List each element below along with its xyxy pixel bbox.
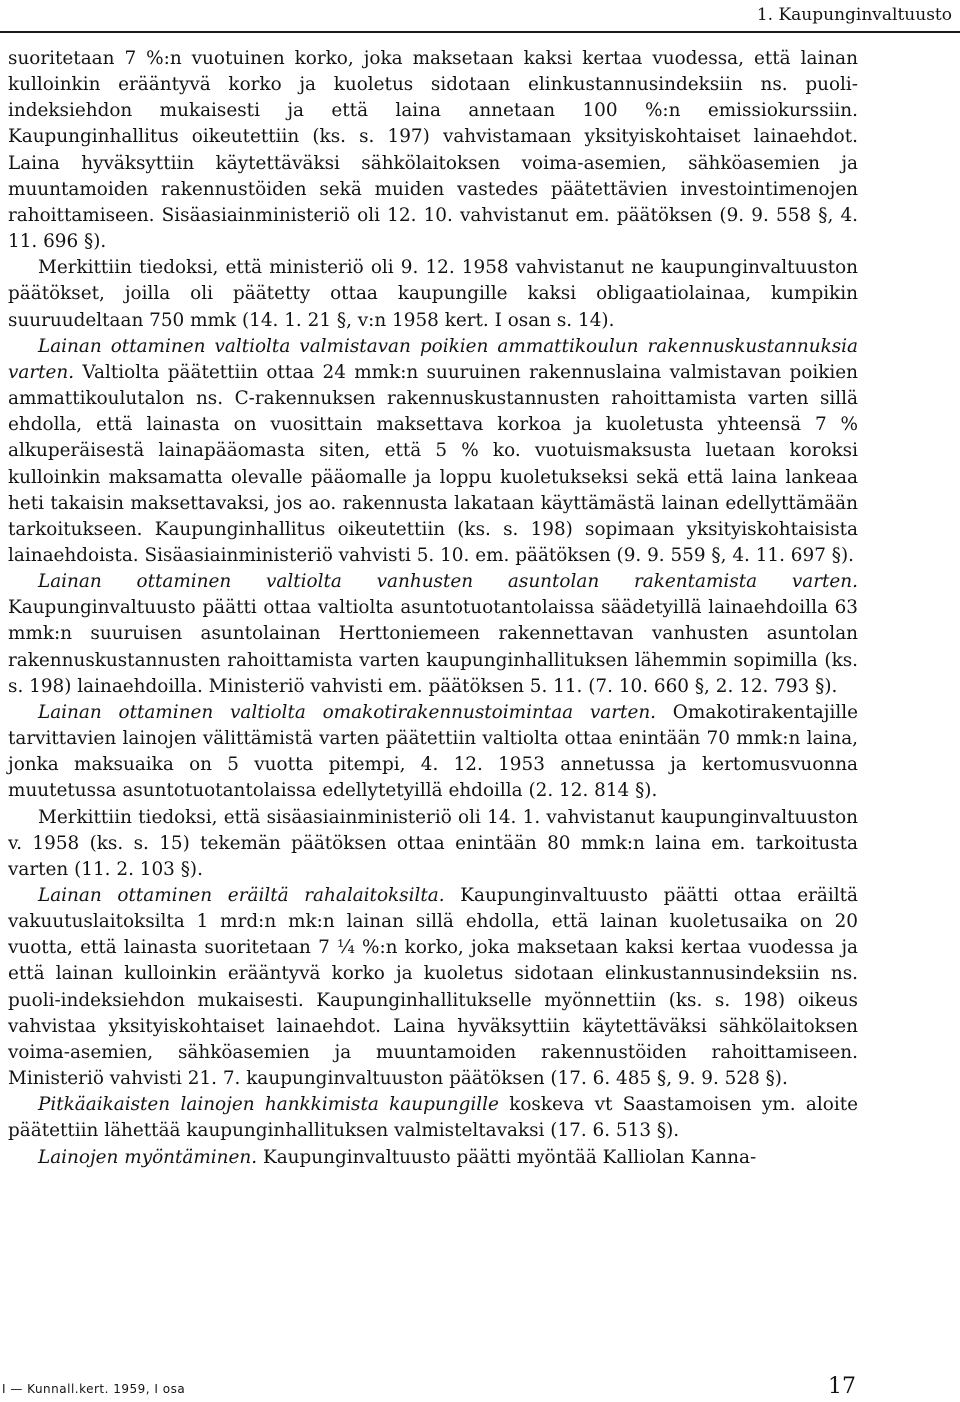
- paragraph-heading: Lainan ottaminen valtiolta valmistavan poikien ammattikoulun rakennuskustannuksia varten.: [8, 335, 858, 383]
- paragraph-heading: Lainan ottaminen valtiolta omakotirakennustoimintaa varten.: [38, 701, 657, 723]
- paragraph-heading: Pitkäaikaisten lainojen hankkimista kaupungille: [38, 1094, 499, 1116]
- paragraph-text: Omakotirakentajille tarvittavien lainojen välittämistä varten päätettiin valtiolta ottaa enintään 70 mmk:n laina, jonka maksuaika on 5 vuotta pitempi, 4. 12. 1953 annetussa ja kertomusvuonna muutetussa asuntotuotantolaissa edellytetyillä ehdoilla (2. 12. 814 §).: [8, 701, 858, 802]
- paragraph-text: koskeva vt Saastamoisen ym. aloite päätettiin lähettää kaupunginhallituksen valmisteltavaksi (17. 6. 513 §).: [8, 1094, 858, 1142]
- paragraph: [8, 700, 858, 805]
- running-title: 1. Kaupunginvaltuusto: [756, 5, 952, 25]
- paragraph: [8, 255, 858, 333]
- paragraph: [8, 883, 858, 1092]
- paragraph-text: Kaupunginvaltuusto päätti myöntää Kalliolan Kanna-: [262, 1146, 757, 1168]
- paragraph: [8, 1145, 858, 1171]
- paragraph-text: Kaupunginvaltuusto päätti ottaa valtiolta asuntotuotantolaissa säädetyillä lainaehdoilla 63 mmk:n suuruisen asuntolainan Herttoniemeen rakennettavan vanhusten asuntolan rakennuskustannusten rahoittamista varten kaupunginhallituksen lähemmin sopimilla (ks. s. 198) lainaehdoilla. Ministeriö vahvisti em. päätöksen 5. 11. (7. 10. 660 §, 2. 12. 793 §).: [8, 597, 858, 697]
- paragraph: [8, 805, 858, 883]
- paragraph-heading: Lainojen myöntäminen.: [38, 1146, 258, 1168]
- paragraph: [8, 1092, 858, 1144]
- header-rule: [0, 31, 960, 33]
- paragraph-text: suoritetaan 7 %:n vuotuinen korko, joka maksetaan kaksi kertaa vuodessa, että lainan kulloinkin erääntyvä korko ja kuoletus sidotaan elinkustannusindeksiin ns. puoli-indeksiehdon mukaisesti ja että laina annetaan 100 %:n emissiokurssiin. Kaupunginhallitus oikeutettiin (ks. s. 197) vahvistamaan yksityiskohtaiset lainaehdot. Laina hyväksyttiin käytettäväksi sähkölaitoksen voima-asemien, sähköasemien ja muuntamoiden rakennustöiden sekä muiden vastedes päätettävien investointimenojen rahoittamiseen. Sisäasiainministeriö oli 12. 10. vahvistanut em. päätöksen (9. 9. 558 §, 4. 11. 696 §).: [8, 48, 858, 253]
- paragraph-text: Merkittiin tiedoksi, että sisäasiainministeriö oli 14. 1. vahvistanut kaupunginvaltuuston v. 1958 (ks. s. 15) tekemän päätöksen ottaa enintään 80 mmk:n laina em. tarkoitusta varten (11. 2. 103 §).: [8, 806, 858, 880]
- paragraph-text: Kaupunginvaltuusto päätti ottaa eräiltä vakuutuslaitoksilta 1 mrd:n mk:n lainan sillä ehdolla, että lainan kuoletusaika on 20 vuotta, että lainasta suoritetaan 7 ¼ %:n korko, joka maksetaan kaksi kertaa vuodessa ja että lainan kulloinkin erääntyvä korko ja kuoletus sidotaan elinkustannusindeksiin ns. puoli-indeksiehdon mukaisesti. Kaupunginhallitukselle myönnettiin (ks. s. 198) oikeus vahvistaa yksityiskohtaiset lainaehdot. Laina hyväksyttiin käytettäväksi sähkölaitoksen voima-asemien, sähköasemien ja muuntamoiden rakennustöiden rahoittamiseen. Ministeriö vahvisti 21. 7. kaupunginvaltuuston päätöksen (17. 6. 485 §, 9. 9. 528 §).: [8, 885, 858, 1090]
- paragraph-heading: Lainan ottaminen valtiolta vanhusten asuntolan rakentamista varten.: [38, 571, 858, 593]
- body-text: [8, 46, 858, 1171]
- printer-signature: I — Kunnall.kert. 1959, I osa: [2, 1382, 186, 1396]
- paragraph-text: Merkittiin tiedoksi, että ministeriö oli 9. 12. 1958 vahvistanut ne kaupunginvaltuuston päätökset, joilla oli päätetty ottaa kaupungille kaksi obligaatiolainaa, kumpikin suuruudeltaan 750 mmk (14. 1. 21 §, v:n 1958 kert. I osan s. 14).: [8, 257, 858, 331]
- paragraph: [8, 46, 858, 255]
- running-header: [6, 2, 952, 28]
- paragraph-heading: Lainan ottaminen eräiltä rahalaitoksilta.: [38, 885, 445, 906]
- paragraph-text: Valtiolta päätettiin ottaa 24 mmk:n suuruinen rakennuslaina valmistavan poikien ammattikoulutalon ns. C-rakennuksen rakennuskustannusten rahoittamista varten sillä ehdolla, että lainasta on vuosittain maksettava korkoa ja kuoletusta yhteensä 7 % alkuperäisestä lainapääomasta siten, että 5 % ko. vuotuismaksusta luetaan koroksi kulloinkin maksamatta olevalle pääomalle ja loppu kuoletukseksi sekä että laina lankeaa heti takaisin maksettavaksi, jos ao. rakennusta lakataan käyttämästä lainan edellyttämään tarkoitukseen. Kaupunginhallitus oikeutettiin (ks. s. 198) sopimaan yksityiskohtaisista lainaehdoista. Sisäasiainministeriö vahvisti 5. 10. em. päätöksen (9. 9. 559 §, 4. 11. 697 §).: [8, 361, 858, 566]
- paragraph: [8, 334, 858, 569]
- page-number: 17: [828, 1374, 856, 1399]
- paragraph: [8, 569, 858, 700]
